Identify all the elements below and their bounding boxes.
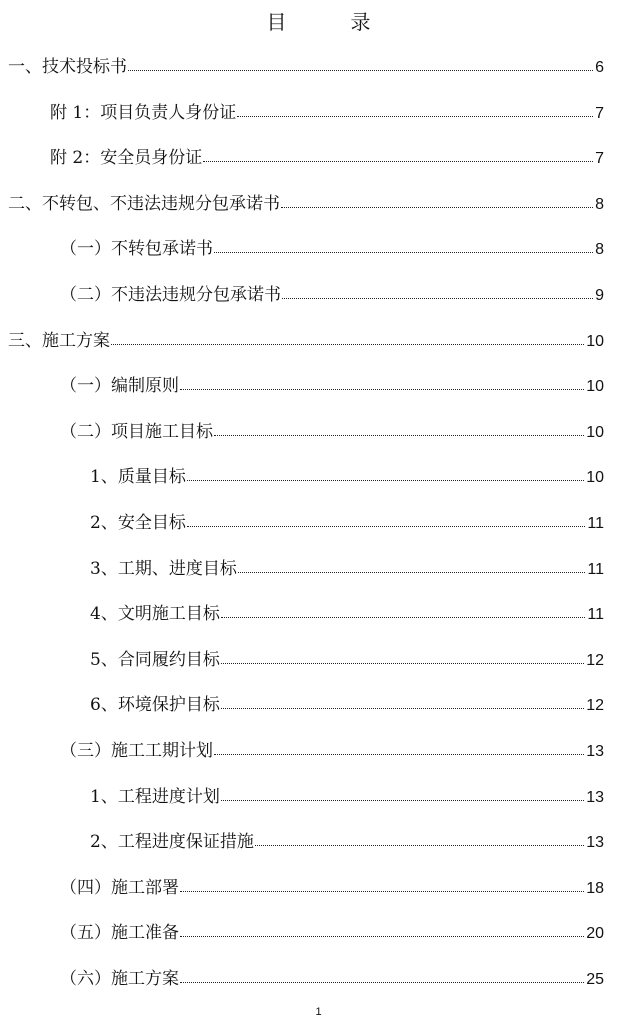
dot-leader	[221, 800, 584, 801]
toc-entry[interactable]	[8, 325, 604, 351]
toc-entry-page: 9	[595, 287, 604, 304]
toc-entry[interactable]	[90, 553, 604, 579]
page-number: 1	[315, 1006, 322, 1018]
toc-entry-label: （一）编制原则	[60, 376, 179, 397]
dot-leader	[221, 708, 584, 709]
toc-entry-label: 6、环境保护目标	[90, 695, 220, 716]
dot-leader	[203, 161, 593, 162]
toc-entry[interactable]	[60, 735, 604, 761]
toc-entry-label: 3、工期、进度目标	[90, 558, 237, 579]
dot-leader	[214, 754, 584, 755]
toc-entry-page: 7	[595, 104, 604, 122]
toc-entry-label: （四）施工部署	[60, 877, 179, 898]
toc-entry-label: 一、技术投标书	[8, 57, 127, 77]
dot-leader	[180, 982, 584, 983]
dot-leader	[187, 480, 584, 481]
toc-entry-label: （二）不违法违规分包承诺书	[60, 285, 281, 305]
toc-entry-label: 4、文明施工目标	[90, 604, 220, 625]
dot-leader	[180, 389, 584, 390]
dot-leader	[255, 845, 584, 846]
dot-leader	[221, 663, 584, 664]
toc-entry[interactable]	[60, 963, 604, 989]
dot-leader	[238, 572, 586, 573]
toc-entry-page: 12	[586, 697, 604, 715]
toc-entry-label: 5、合同履约目标	[90, 649, 220, 670]
toc-entry-page: 10	[586, 378, 604, 396]
toc-entry-page: 12	[586, 651, 604, 669]
dot-leader	[187, 526, 586, 527]
toc-entry-label: 2、工程进度保证措施	[90, 832, 254, 853]
toc-entry-page: 13	[586, 788, 604, 806]
toc-entry[interactable]	[50, 142, 604, 168]
toc-entry[interactable]	[90, 461, 604, 487]
toc-entry-label: （六）施工方案	[60, 969, 179, 989]
toc-entry-page: 6	[595, 59, 604, 76]
toc-entry[interactable]	[60, 279, 604, 305]
dot-leader	[214, 435, 584, 436]
toc-entry[interactable]	[90, 598, 604, 624]
toc-entry-page: 8	[595, 195, 604, 213]
toc-entry[interactable]	[90, 644, 604, 670]
dot-leader	[180, 891, 584, 892]
dot-leader	[128, 70, 593, 71]
toc-entry-label: 1、质量目标	[90, 467, 186, 488]
dot-leader	[214, 252, 593, 253]
dot-leader	[282, 298, 593, 299]
dot-leader	[237, 116, 593, 117]
toc-entry[interactable]	[90, 507, 604, 533]
toc-entry-page: 11	[587, 560, 604, 578]
toc-entry-label: 附 1：项目负责人身份证	[50, 102, 237, 123]
toc-entry-page: 25	[586, 971, 604, 988]
toc-entry-page: 10	[586, 332, 604, 350]
dot-leader	[221, 617, 586, 618]
toc-entry[interactable]	[60, 233, 604, 259]
toc-entry-page: 11	[587, 606, 604, 624]
toc-entry[interactable]	[8, 188, 604, 214]
toc-entry-page: 7	[595, 150, 604, 168]
toc-entry-label: （五）施工准备	[60, 923, 179, 944]
toc-entry[interactable]	[8, 51, 604, 77]
toc-entry-label: （一）不转包承诺书	[60, 239, 213, 260]
toc-entry-page: 10	[586, 469, 604, 487]
toc-entry-label: 附 2：安全员身份证	[50, 148, 203, 169]
toc-entry-page: 13	[586, 834, 604, 852]
toc-entry[interactable]	[60, 872, 604, 898]
toc-entry[interactable]	[90, 689, 604, 715]
toc-entry-page: 13	[586, 743, 604, 760]
toc-entry-page: 10	[586, 423, 604, 441]
toc-entry-label: （三）施工工期计划	[60, 741, 213, 761]
toc-entry-label: 2、安全目标	[90, 513, 186, 533]
toc-entry-label: （二）项目施工目标	[60, 421, 213, 442]
toc-entry-page: 11	[587, 515, 604, 532]
dot-leader	[180, 936, 584, 937]
toc-entry[interactable]	[50, 97, 604, 123]
dot-leader	[281, 207, 593, 208]
toc-entry-label: 三、施工方案	[8, 330, 110, 351]
toc-entry[interactable]	[60, 917, 604, 943]
toc-entry[interactable]	[90, 826, 604, 852]
dot-leader	[111, 344, 584, 345]
toc-entry[interactable]	[60, 416, 604, 442]
toc-entry-page: 8	[595, 241, 604, 259]
toc-entry-page: 20	[586, 925, 604, 943]
toc-entry[interactable]	[60, 370, 604, 396]
page-title: 目 录	[266, 10, 393, 34]
toc-entry-page: 18	[586, 879, 604, 897]
toc-entry-label: 二、不转包、不违法违规分包承诺书	[8, 193, 280, 214]
toc-entry[interactable]	[90, 781, 604, 807]
toc-entry-label: 1、工程进度计划	[90, 786, 220, 807]
